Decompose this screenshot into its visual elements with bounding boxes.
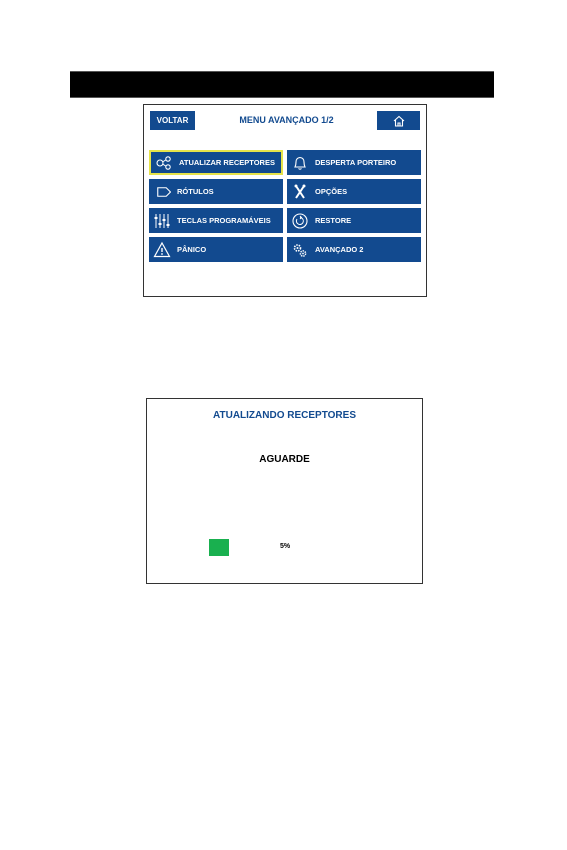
- panic-label: PÂNICO: [177, 245, 207, 254]
- programmable-keys-button[interactable]: [149, 208, 283, 233]
- advanced-menu-screen: [143, 104, 427, 297]
- labels-button[interactable]: [149, 179, 283, 204]
- progress-bar: [209, 539, 329, 556]
- tools-icon: [291, 183, 309, 201]
- warning-icon: [153, 241, 171, 259]
- options-label: OPÇÕES: [315, 187, 348, 196]
- update-receivers-button[interactable]: [149, 150, 283, 175]
- progress-percent: 5%: [280, 543, 291, 550]
- wake-doorman-label: DESPERTA PORTEIRO: [315, 158, 397, 167]
- update-receivers-label: ATUALIZAR RECEPTORES: [179, 158, 275, 167]
- wait-status: AGUARDE: [259, 454, 310, 465]
- advanced-2-label: AVANÇADO 2: [315, 245, 364, 254]
- panic-button[interactable]: [149, 237, 283, 262]
- back-button-label: VOLTAR: [156, 116, 189, 125]
- progress-fill: [209, 539, 229, 556]
- advanced-2-button[interactable]: [287, 237, 421, 262]
- home-icon: [392, 114, 406, 128]
- home-button[interactable]: [377, 111, 420, 130]
- receivers-icon: [155, 154, 173, 172]
- restore-icon: [291, 212, 309, 230]
- restore-label: RESTORE: [315, 216, 352, 225]
- back-button[interactable]: [150, 111, 195, 130]
- options-button[interactable]: [287, 179, 421, 204]
- updating-title: ATUALIZANDO RECEPTORES: [213, 410, 356, 421]
- wake-doorman-button[interactable]: [287, 150, 421, 175]
- updating-receivers-screen: [146, 398, 423, 584]
- menu-title: MENU AVANÇADO 1/2: [239, 115, 334, 125]
- black-header-bar: [70, 71, 494, 98]
- bell-icon: [291, 154, 309, 172]
- programmable-keys-label: TECLAS PROGRAMÁVEIS: [177, 216, 271, 225]
- restore-button[interactable]: [287, 208, 421, 233]
- sliders-icon: [153, 212, 171, 230]
- gears-icon: [291, 241, 309, 259]
- tag-icon: [153, 183, 171, 201]
- labels-label: RÓTULOS: [177, 187, 214, 196]
